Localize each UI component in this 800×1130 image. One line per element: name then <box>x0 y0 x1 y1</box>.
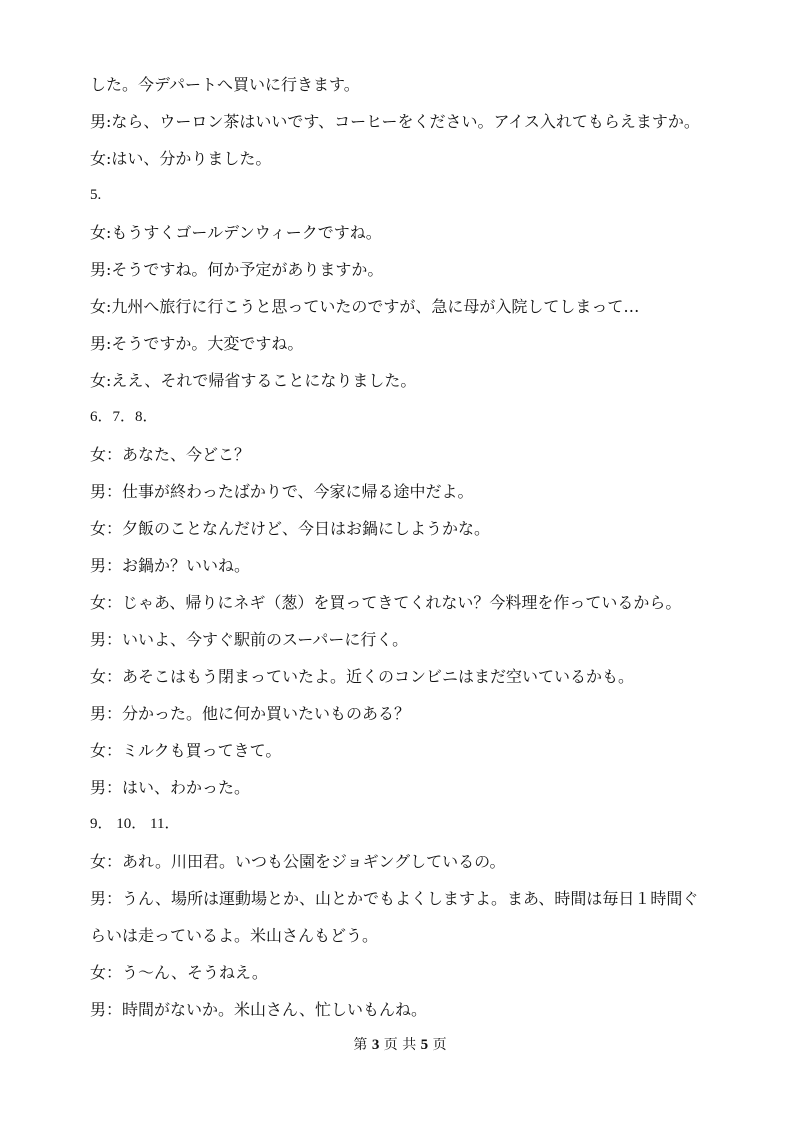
footer-middle: 页 共 <box>379 1037 421 1053</box>
text-line: 男：お鍋か？いいね。 <box>90 556 251 575</box>
text-line: らいは走っているよ。米山さんもどう。 <box>90 926 379 945</box>
footer-prefix: 第 <box>353 1037 372 1053</box>
text-line: 男：うん、場所は運動場とか、山とかでもよくしますよ。まあ、時間は毎日１時間ぐ <box>90 889 699 908</box>
text-line: 男：いいよ、今すぐ駅前のスーパーに行く。 <box>90 630 409 649</box>
text-line: 女：う～ん、そうねえ。 <box>90 963 268 982</box>
dialogue-text <box>90 66 730 1028</box>
section-number: 5. <box>90 187 102 203</box>
text-line: 女：あなた、今どこ？ <box>90 445 251 464</box>
text-line: 女：夕飯のことなんだけど、今日はお鍋にしようかな。 <box>90 519 491 538</box>
text-line: 女:もうすくゴールデンウィークですね。 <box>90 223 382 242</box>
text-line: 男:そうですね。何か予定がありますか。 <box>90 260 384 279</box>
text-line: 女:はい、分かりました。 <box>90 149 272 168</box>
text-line: 男:そうですか。大変ですね。 <box>90 334 304 353</box>
text-line: 女:九州へ旅行に行こうと思っていたのですが、急に母が入院してしまって… <box>90 297 640 316</box>
footer-suffix: 页 <box>428 1037 447 1053</box>
text-line: 男：はい、わかった。 <box>90 778 251 797</box>
text-line: 男:なら、ウーロン茶はいいです、コーヒーをください。アイス入れてもらえますか。 <box>90 112 700 131</box>
section-number: 9． 10． 11． <box>90 816 180 832</box>
text-line: 女：じゃあ、帰りにネギ（葱）を買ってきてくれない？今料理を作っているから。 <box>90 593 682 612</box>
text-line: 女：ミルクも買ってきて。 <box>90 741 282 760</box>
text-line: 男：仕事が終わったばかりで、今家に帰る途中だよ。 <box>90 482 474 501</box>
section-number: 6．7．8． <box>90 409 158 425</box>
text-line: 女：あそこはもう閉まっていたよ。近くのコンビニはまだ空いているかも。 <box>90 667 635 686</box>
total-page-number: 5 <box>420 1037 429 1053</box>
text-line: 女:ええ、それで帰省することになりました。 <box>90 371 417 390</box>
page-footer <box>0 1034 800 1054</box>
text-line: 男：時間がないか。米山さん、忙しいもんね。 <box>90 1000 427 1019</box>
text-line: 女：あれ。川田君。いつも公園をジョギングしているの。 <box>90 852 506 871</box>
text-line: 男：分かった。他に何か買いたいものある？ <box>90 704 411 723</box>
text-line: した。今デパートへ買いに行きます。 <box>90 75 360 94</box>
current-page-number: 3 <box>371 1037 380 1053</box>
